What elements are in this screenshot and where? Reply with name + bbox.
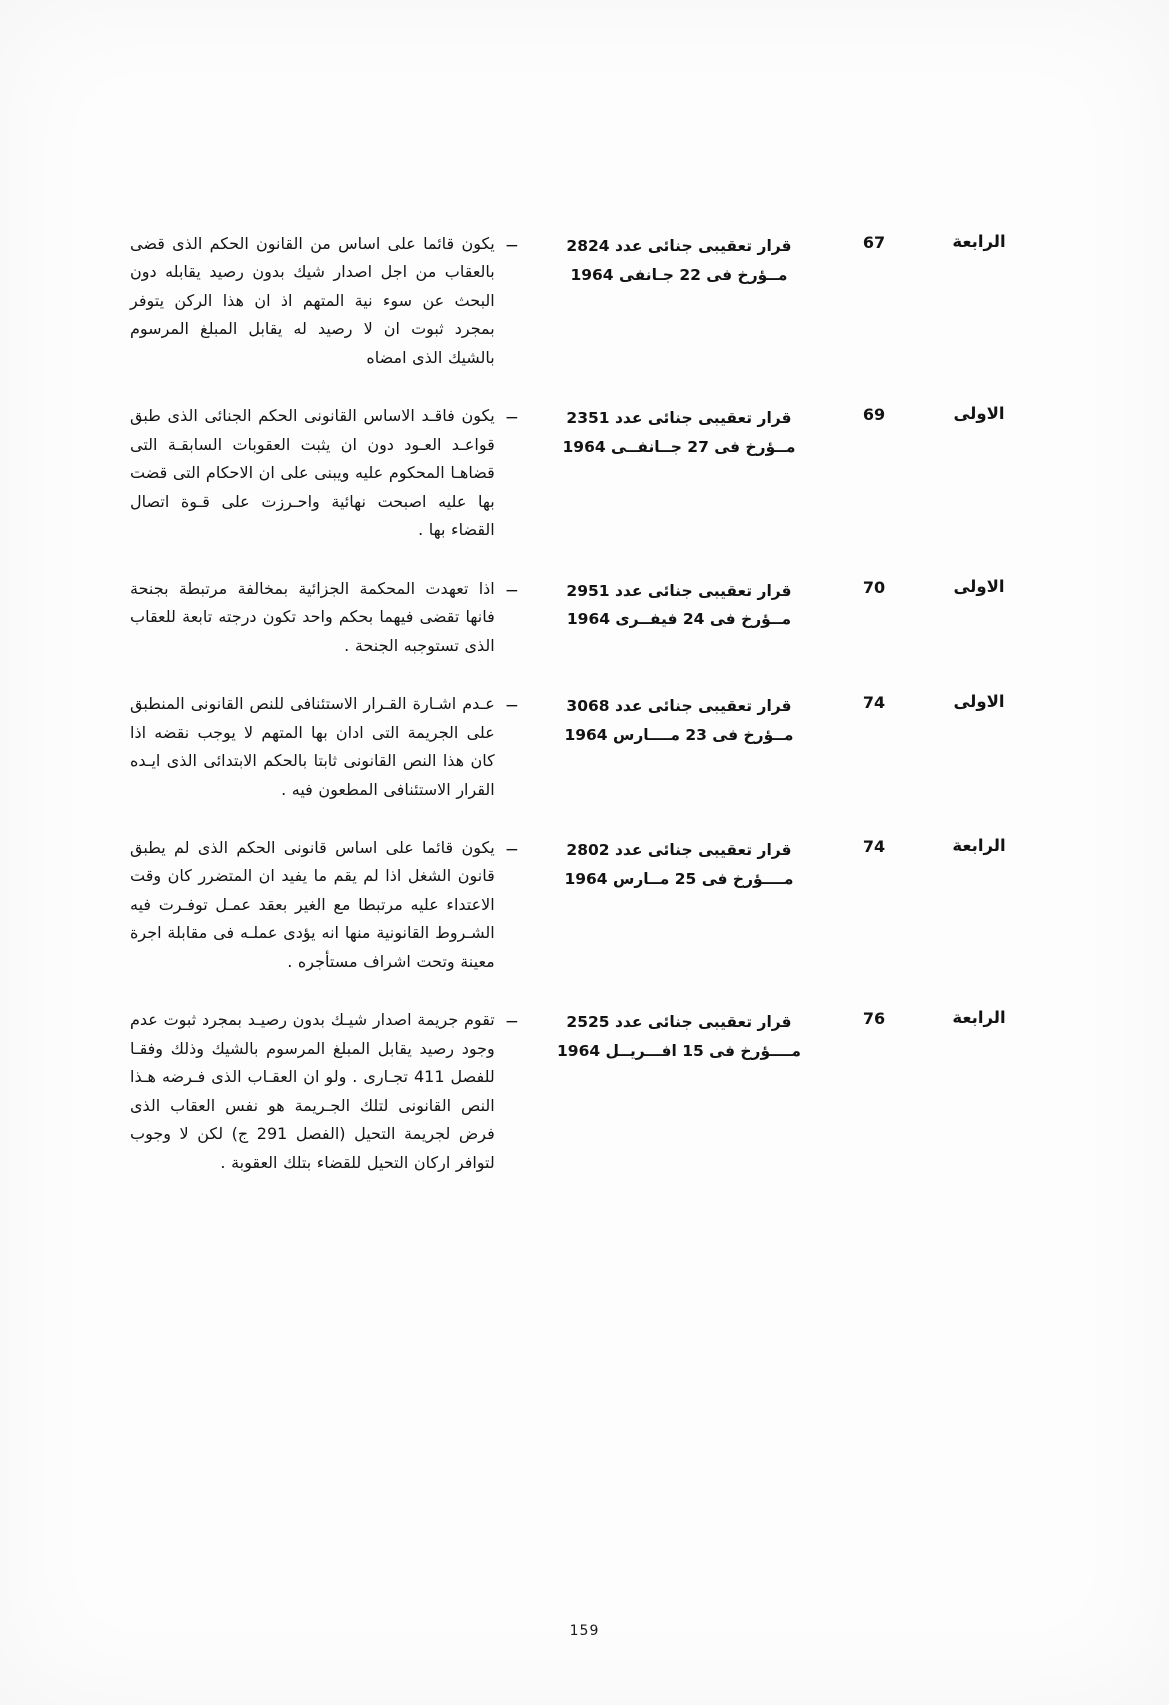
dash-marker-icon: − — [504, 236, 519, 256]
dash-marker-icon: − — [504, 696, 519, 717]
reference-line-2: مــؤرخ فى 27 جــانفــى 1964 — [562, 438, 796, 457]
row-order: الرابعة — [952, 232, 1006, 251]
row-reference — [529, 834, 829, 1006]
row-summary — [130, 1006, 529, 1207]
row-summary — [130, 230, 529, 402]
dash-marker-icon: − — [504, 580, 519, 601]
reference-line-2: مــؤرخ فى 22 جـانفى 1964 — [570, 265, 788, 284]
reference-line-2: مــؤرخ فى 24 فيفــرى 1964 — [566, 610, 792, 629]
row-summary — [130, 402, 529, 574]
reference-line-1: قرار تعقيبى جنائى عدد 2951 — [566, 581, 792, 600]
reference-line-1: قرار تعقيبى جنائى عدد 2525 — [566, 1013, 792, 1032]
summary-text: تقوم جريمة اصدار شيـك بدون رصيـد بمجرد ثبوت عدم وجود رصيد يقابل المبلغ المرسوم بالشيك وذلك وفقـا للفصل 411 تجـارى . ولو ان العقـاب الذى فـرضه هـذا النص القانونى لتلك الجـريمة هو نفس العقاب الذى فرض لجريمة التحيل (الفصل 291 ج) لكن لا وجوب لتوافر اركان التحيل للقضاء بتلك العقوبة . — [130, 1010, 495, 1172]
row-reference — [529, 690, 829, 834]
reference-line-2: مــؤرخ فى 23 مــــارس 1964 — [564, 725, 794, 744]
row-reference — [529, 230, 829, 402]
row-order: الرابعة — [952, 835, 1006, 855]
row-summary — [130, 834, 529, 1006]
page-number: 159 — [569, 1623, 600, 1639]
row-page-number: 70 — [862, 577, 886, 597]
summary-wrapper — [130, 402, 519, 544]
table-row — [130, 690, 1039, 834]
summary-wrapper — [130, 690, 519, 804]
index-table — [130, 230, 1039, 1207]
dash-marker-icon: − — [504, 1012, 519, 1033]
summary-wrapper — [130, 575, 519, 660]
table-row — [130, 834, 1039, 1006]
page-content — [130, 230, 1039, 1645]
row-order: الاولى — [953, 404, 1005, 424]
row-reference — [529, 402, 829, 574]
table-row — [130, 230, 1039, 402]
table-row — [130, 402, 1039, 574]
row-reference — [529, 1006, 829, 1207]
reference-line-2: مــــؤرخ فى 25 مــارس 1964 — [564, 869, 794, 888]
row-order: الاولى — [953, 576, 1005, 596]
reference-line-2: مــــؤرخ فى 15 افـــريــل 1964 — [557, 1041, 801, 1060]
row-order: الرابعة — [952, 1008, 1006, 1028]
row-order: الاولى — [953, 692, 1005, 712]
index-table-body — [130, 230, 1039, 1207]
summary-text: يكون فاقـد الاساس القانونى الحكم الجنائى الذى طبق قواعـد العـود دون ان يثبت العقوبات السابقـة التى قضاهـا المحكوم عليه ويبنى على ان الاحكام التى قضت بها عليه اصبحت نهائية واحـرزت على قـوة اتصال القضاء بها . — [130, 406, 495, 540]
table-row — [130, 575, 1039, 690]
summary-text: يكون قائما على اساس قانونى الحكم الذى لم يطبق قانون الشغل اذا لم يقم ما يفيد ان المتضرر كان وقت الاعتداء عليه مرتبطا مع الغير بعقد عمـل توفـرت فيه الشـروط القانونية منها انه يؤدى عملـه فى مقابلة اجرة معينة وتحت اشراف مستأجره . — [130, 837, 495, 971]
summary-wrapper — [130, 1006, 519, 1177]
row-page-number: 74 — [862, 693, 886, 713]
summary-wrapper — [130, 834, 519, 976]
row-summary — [130, 575, 529, 690]
reference-line-1: قرار تعقيبى جنائى عدد 2824 — [566, 237, 792, 255]
row-summary — [130, 690, 529, 834]
row-page-number: 74 — [862, 836, 886, 856]
summary-text: عـدم اشـارة القـرار الاستئنافى للنص القانونى المنطبق على الجريمة التى ادان بها المتهم لا يوجب نقضه اذا كان هذا النص القانونى ثابتا بالحكم الابتدائى الذى ايـده القرار الاستئنافى المطعون فيه . — [130, 694, 495, 799]
reference-line-1: قرار تعقيبى جنائى عدد 2351 — [566, 409, 792, 428]
dash-marker-icon: − — [504, 839, 519, 860]
table-row — [130, 1006, 1039, 1207]
row-page-number: 69 — [862, 405, 886, 425]
dash-marker-icon: − — [504, 408, 519, 429]
reference-line-1: قرار تعقيبى جنائى عدد 3068 — [566, 697, 792, 716]
summary-text: اذا تعهدت المحكمة الجزائية بمخالفة مرتبطة بجنحة فانها تقضى فيهما بحكم واحد تكون درجته تابعة للعقاب الذى تستوجبه الجنحة . — [130, 578, 495, 655]
row-reference — [529, 575, 829, 690]
summary-text: يكون قائما على اساس من القانون الحكم الذى قضى بالعقاب من اجل اصدار شيك بدون رصيد يقابله دون البحث عن سوء نية المتهم اذ ان هذا الركن يتوفر بمجرد ثبوت ان لا رصيد له يقابل المبلغ المرسوم بالشيك الذى امضاه — [130, 234, 495, 367]
row-page-number: 76 — [862, 1009, 886, 1029]
row-page-number: 67 — [862, 233, 886, 252]
reference-line-1: قرار تعقيبى جنائى عدد 2802 — [566, 840, 792, 859]
summary-wrapper — [130, 230, 519, 372]
